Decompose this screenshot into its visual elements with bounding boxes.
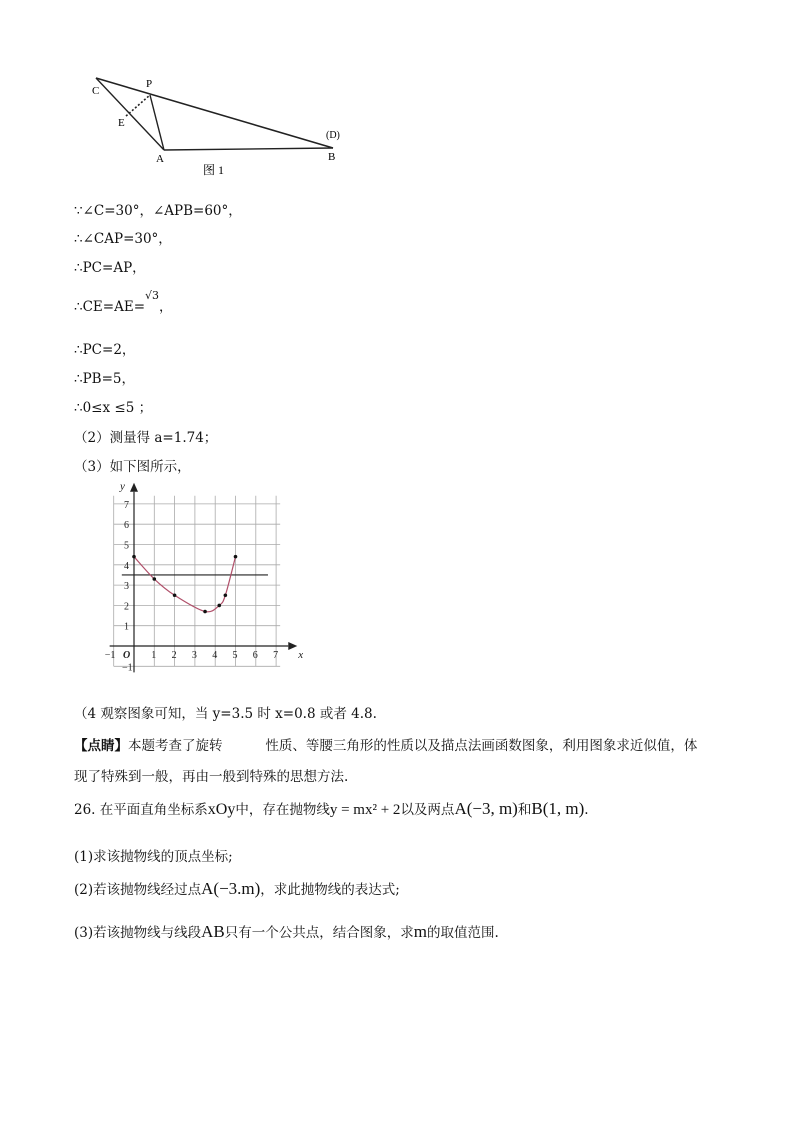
x-axis-label: x	[298, 649, 304, 661]
ce-ae-text: ∴CE=AE=	[74, 299, 146, 315]
origin-label: O	[123, 650, 131, 661]
parabola-expr: y = mx² + 2	[329, 802, 401, 818]
end: .	[584, 802, 589, 818]
q3-pre: (3)若该抛物线与线段	[74, 925, 202, 941]
y-tick-label: 4	[124, 560, 129, 572]
label-d: (D)	[326, 130, 340, 141]
solution-line-8: （2）测量得 a=1.74；	[74, 430, 218, 446]
curve-point	[203, 610, 207, 614]
y-axis-label: y	[120, 480, 125, 493]
graph-axes	[110, 480, 298, 673]
label-e: E	[118, 117, 125, 129]
x-tick-label: 6	[252, 650, 258, 661]
he: 和	[517, 802, 532, 818]
y-tick-label: 5	[124, 540, 129, 552]
y-tick-label: 3	[124, 581, 129, 593]
y-tick-label: 6	[124, 520, 129, 532]
point-a: A(−3, m)	[454, 799, 518, 818]
y-axis-arrow	[130, 483, 138, 492]
solution-line-9: （3）如下图所示，	[74, 459, 191, 475]
question-1: (1)求该抛物线的顶点坐标;	[74, 849, 233, 865]
neg-y-tick-label: −1	[122, 662, 133, 674]
comment-line-2: 现了特殊到一般，再由一般到特殊的思想方法.	[74, 769, 349, 785]
y-tick-label: 7	[124, 499, 129, 511]
figure-caption: 图 1	[203, 163, 225, 177]
curve-point	[153, 577, 157, 581]
q3-m: m	[413, 922, 427, 941]
sqrt3: √3	[145, 289, 160, 302]
question-2	[74, 878, 400, 899]
question-3	[74, 921, 499, 942]
comment-text-1: 本题考查了旋转 性质、等腰三角形的性质以及描点法画函数图象，利用图象求近似值，体	[128, 738, 698, 754]
q2-pre: (2)若该抛物线经过点	[74, 882, 202, 898]
comment-line-1	[74, 734, 697, 754]
solution-line-6: ∴PB=5，	[74, 371, 135, 387]
x-tick-label: 2	[171, 650, 177, 661]
solution-line-7: ∴0≤x ≤5 ；	[74, 400, 153, 416]
solution-line-5: ∴PC=2，	[74, 342, 136, 358]
solution-line-1: ∵∠C=30°，∠APB=60°，	[74, 203, 242, 219]
curve-point	[234, 555, 238, 559]
curve-point	[224, 593, 228, 597]
label-c: C	[92, 85, 100, 97]
q2-point: A(−3.m)	[201, 879, 261, 898]
x-tick-label: 1	[151, 650, 157, 661]
graph-grid	[114, 496, 280, 667]
x-tick-label: 7	[273, 650, 279, 661]
problem-mid: 中，存在抛物线	[235, 802, 330, 818]
x-tick-label: 3	[191, 650, 197, 661]
xoy: xOy	[207, 801, 236, 818]
curve-point	[217, 604, 221, 608]
x-axis-arrow	[288, 642, 297, 650]
comma: ，	[159, 299, 173, 315]
q3-post: 的取值范围.	[426, 925, 499, 941]
y-tick-label: 1	[124, 621, 129, 633]
curve-point	[132, 555, 136, 559]
problem-number: 26.	[74, 802, 96, 818]
comment-tag: 【点睛】	[74, 738, 128, 754]
neg-x-tick-label: −1	[104, 650, 116, 661]
label-p: P	[146, 78, 153, 90]
q2-post: ，求此抛物线的表达式;	[260, 882, 400, 898]
problem-26-stem	[74, 798, 589, 819]
solution-line-3: ∴PC=AP，	[74, 260, 146, 276]
label-b: B	[328, 151, 336, 163]
q3-seg: AB	[201, 922, 225, 941]
curve-point	[173, 593, 177, 597]
label-a: A	[156, 153, 164, 165]
x-tick-label: 4	[212, 650, 218, 661]
x-tick-label: 5	[232, 650, 238, 661]
y-tick-label: 2	[124, 601, 129, 613]
function-graph	[98, 478, 310, 683]
solution-line-2: ∴∠CAP=30°，	[74, 231, 172, 247]
and-points: 以及两点	[400, 802, 455, 818]
answer-4: （4 观察图象可知，当 y=3.5 时 x=0.8 或者 4.8.	[74, 706, 377, 722]
solution-line-4	[74, 289, 173, 315]
q3-mid: 只有一个公共点，结合图象，求	[224, 925, 414, 941]
figure-1	[88, 70, 358, 185]
point-b: B(1, m)	[531, 799, 585, 818]
problem-intro: 在平面直角坐标系	[99, 802, 208, 818]
